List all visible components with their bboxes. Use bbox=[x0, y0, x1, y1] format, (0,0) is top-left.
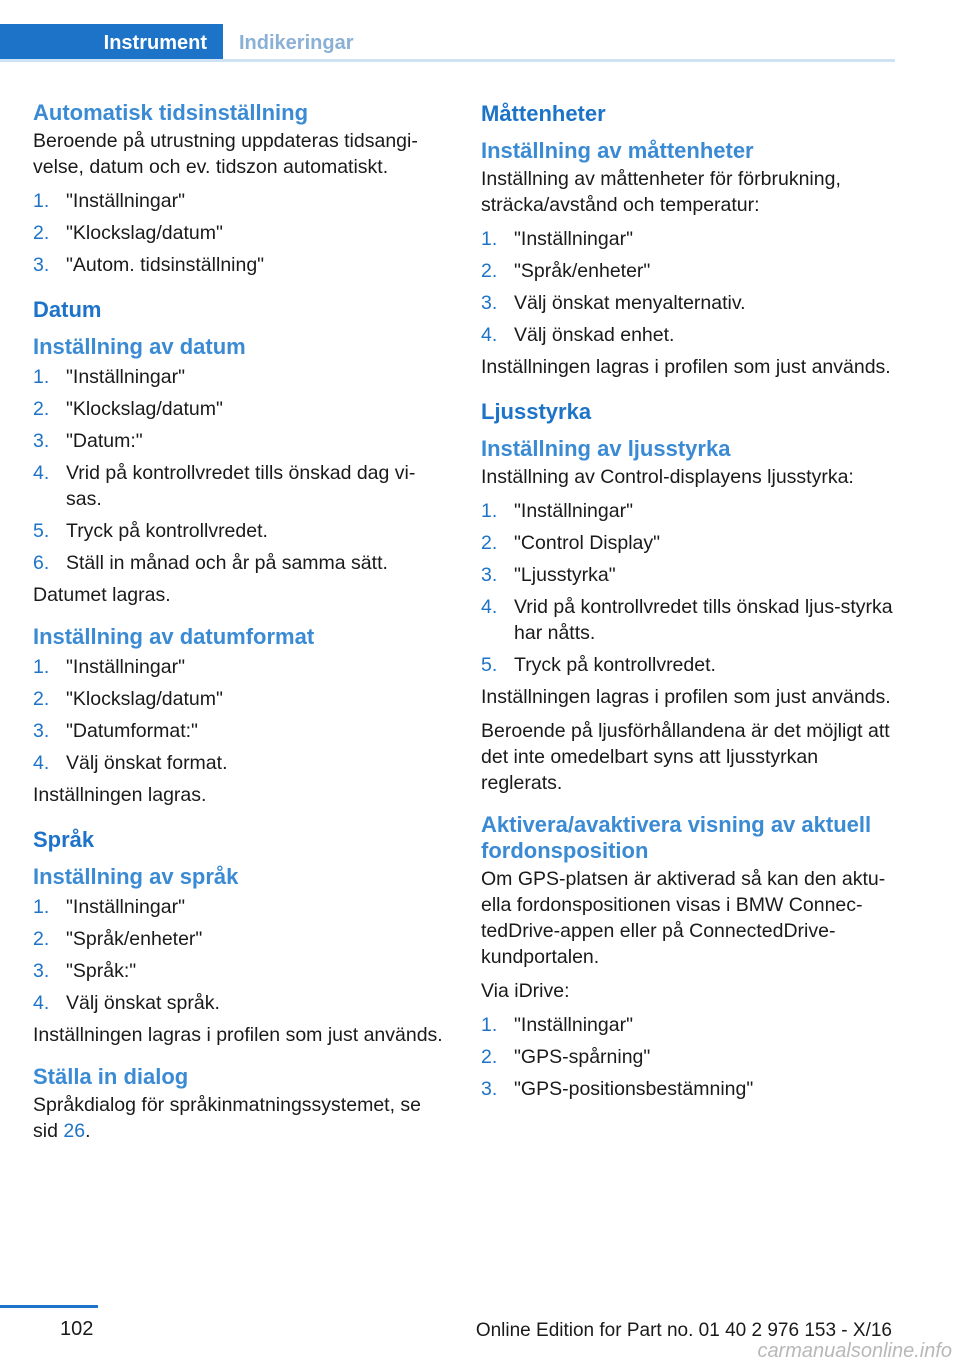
list-item: 2. "Språk/enheter" bbox=[33, 928, 203, 950]
dialog-text-end: . bbox=[85, 1120, 91, 1142]
units-text: Inställning av måttenheter för förbrukning, sträcka/avstånd och temperatur: bbox=[481, 168, 841, 216]
list-item: 2. "Klockslag/datum" bbox=[33, 688, 223, 710]
step-text: "Ljusstyrka" bbox=[514, 564, 616, 586]
page-number: 102 bbox=[60, 1318, 94, 1340]
list-item: 1. "Inställningar" bbox=[481, 1014, 633, 1036]
step-text: Ställ in månad och år på samma sätt. bbox=[66, 552, 388, 574]
step-text: Tryck på kontrollvredet. bbox=[66, 520, 268, 542]
list-item: 3. "Datum:" bbox=[33, 430, 143, 452]
left-column bbox=[33, 100, 448, 1152]
step-text: "Inställningar" bbox=[514, 500, 633, 522]
step-text: "Inställningar" bbox=[66, 656, 185, 678]
brightness-note-text: Beroende på ljusförhållandena är det möjligt att det inte omedelbart syns att ljusstyrkan reglerats. bbox=[481, 720, 890, 794]
subsection-title-language: Inställning av språk bbox=[33, 864, 239, 889]
step-text: "Inställningar" bbox=[66, 896, 185, 918]
language-steps bbox=[33, 894, 448, 1016]
list-item: 5. Tryck på kontrollvredet. bbox=[33, 520, 268, 542]
step-text: Välj önskat menyalternativ. bbox=[514, 292, 746, 314]
footer-rule bbox=[0, 1305, 98, 1308]
list-item: 3. "Datumformat:" bbox=[33, 720, 198, 742]
section-heading-language: Språk bbox=[33, 827, 95, 852]
step-text: "Datum:" bbox=[66, 430, 143, 452]
gps-text: Om GPS-platsen är aktiverad så kan den aktu‐ella fordonspositionen visas i BMW Connec‐tedDrive-appen eller på ConnectedDrive-kundportalen. bbox=[481, 868, 886, 968]
step-text: Välj önskat språk. bbox=[66, 992, 220, 1014]
language-after-text: Inställningen lagras i profilen som just används. bbox=[33, 1024, 443, 1046]
brightness-after-text: Inställningen lagras i profilen som just används. bbox=[481, 686, 891, 708]
step-text: "Språk/enheter" bbox=[514, 260, 651, 282]
list-item: 2. "Språk/enheter" bbox=[481, 260, 651, 282]
step-text: Tryck på kontrollvredet. bbox=[514, 654, 716, 676]
list-item: 4. Välj önskat språk. bbox=[33, 992, 220, 1014]
right-column bbox=[481, 100, 901, 1108]
list-item: 4. Vrid på kontrollvredet tills önskad ljus‐styrka har nåtts. bbox=[481, 596, 893, 644]
subsection-title-brightness: Inställning av ljusstyrka bbox=[481, 436, 731, 461]
auto-time-text: Beroende på utrustning uppdateras tidsangi‐velse, datum och ev. tidszon automatiskt. bbox=[33, 130, 418, 178]
subsection-title-units: Inställning av måttenheter bbox=[481, 138, 754, 163]
list-item: 1. "Inställningar" bbox=[33, 896, 185, 918]
gps-steps bbox=[481, 1012, 901, 1102]
step-text: "Språk:" bbox=[66, 960, 137, 982]
list-item: 1. "Inställningar" bbox=[481, 500, 633, 522]
list-item: 3. "Autom. tidsinställning" bbox=[33, 254, 265, 276]
units-after-text: Inställningen lagras i profilen som just används. bbox=[481, 356, 891, 378]
step-text: "Inställningar" bbox=[514, 228, 633, 250]
list-item: 3. "GPS-positionsbestämning" bbox=[481, 1078, 754, 1100]
list-item: 4. Välj önskad enhet. bbox=[481, 324, 675, 346]
list-item: 5. Tryck på kontrollvredet. bbox=[481, 654, 716, 676]
date-format-steps bbox=[33, 654, 448, 776]
step-text: Vrid på kontrollvredet tills önskad ljus‐styrka har nåtts. bbox=[514, 596, 893, 644]
section-heading-units: Måttenheter bbox=[481, 101, 606, 126]
list-item: 4. Välj önskat format. bbox=[33, 752, 228, 774]
edition-text: Online Edition for Part no. 01 40 2 976 153 - X/16 bbox=[475, 1320, 892, 1341]
step-text: "GPS-positionsbestämning" bbox=[514, 1078, 754, 1100]
step-text: "Control Display" bbox=[514, 532, 661, 554]
step-text: "Klockslag/datum" bbox=[66, 398, 223, 420]
list-item: 3. Välj önskat menyalternativ. bbox=[481, 292, 746, 314]
tab-indikeringar[interactable]: Indikeringar bbox=[239, 31, 354, 54]
subsection-title-date: Inställning av datum bbox=[33, 334, 246, 359]
step-text: "Datumformat:" bbox=[66, 720, 198, 742]
brightness-steps bbox=[481, 498, 901, 678]
section-heading-datum: Datum bbox=[33, 297, 102, 322]
page-header bbox=[0, 24, 895, 62]
date-format-after-text: Inställningen lagras. bbox=[33, 784, 207, 806]
step-text: "Språk/enheter" bbox=[66, 928, 203, 950]
step-text: Vrid på kontrollvredet tills önskad dag vi‐sas. bbox=[66, 462, 416, 510]
list-item: 2. "Klockslag/datum" bbox=[33, 222, 223, 244]
list-item: 4. Vrid på kontrollvredet tills önskad dag vi‐sas. bbox=[33, 462, 416, 510]
list-item: 1. "Inställningar" bbox=[33, 366, 185, 388]
step-text: "Inställningar" bbox=[66, 366, 185, 388]
brightness-text: Inställning av Control-displayens ljusstyrka: bbox=[481, 466, 854, 488]
watermark: carmanualsonline.info bbox=[757, 1340, 952, 1362]
step-text: Välj önskad enhet. bbox=[514, 324, 675, 346]
date-steps bbox=[33, 364, 448, 576]
step-text: "Inställningar" bbox=[66, 190, 185, 212]
header-rule bbox=[0, 59, 895, 62]
list-item: 1. "Inställningar" bbox=[33, 656, 185, 678]
list-item: 1. "Inställningar" bbox=[481, 228, 633, 250]
auto-time-steps bbox=[33, 188, 448, 278]
list-item: 2. "Control Display" bbox=[481, 532, 661, 554]
date-after-text: Datumet lagras. bbox=[33, 584, 171, 606]
list-item: 3. "Språk:" bbox=[33, 960, 137, 982]
list-item: 2. "Klockslag/datum" bbox=[33, 398, 223, 420]
step-text: "Autom. tidsinställning" bbox=[66, 254, 265, 276]
list-item: 3. "Ljusstyrka" bbox=[481, 564, 616, 586]
subsection-title-gps: Aktivera/avaktivera visning av aktuell fordonsposition bbox=[481, 812, 872, 863]
subsection-title-dialog: Ställa in dialog bbox=[33, 1064, 189, 1089]
units-steps bbox=[481, 226, 901, 348]
step-text: "Inställningar" bbox=[514, 1014, 633, 1036]
step-text: "Klockslag/datum" bbox=[66, 688, 223, 710]
page-reference-link[interactable]: 26 bbox=[63, 1120, 86, 1142]
gps-via-text: Via iDrive: bbox=[481, 980, 570, 1002]
subsection-title-date-format: Inställning av datumformat bbox=[33, 624, 315, 649]
section-heading-brightness: Ljusstyrka bbox=[481, 399, 592, 424]
list-item: 2. "GPS-spårning" bbox=[481, 1046, 651, 1068]
list-item: 6. Ställ in månad och år på samma sätt. bbox=[33, 552, 388, 574]
tab-instrument[interactable]: Instrument bbox=[0, 24, 223, 62]
section-title-automatic-time: Automatisk tidsinställning bbox=[33, 100, 309, 125]
step-text: "Klockslag/datum" bbox=[66, 222, 223, 244]
step-text: "GPS-spårning" bbox=[514, 1046, 651, 1068]
step-text: Välj önskat format. bbox=[66, 752, 228, 774]
dialog-text: Språkdialog för språkinmatningssystemet, se sid bbox=[33, 1094, 422, 1142]
dialog-text-paragraph bbox=[33, 1092, 448, 1144]
list-item: 1. "Inställningar" bbox=[33, 190, 185, 212]
